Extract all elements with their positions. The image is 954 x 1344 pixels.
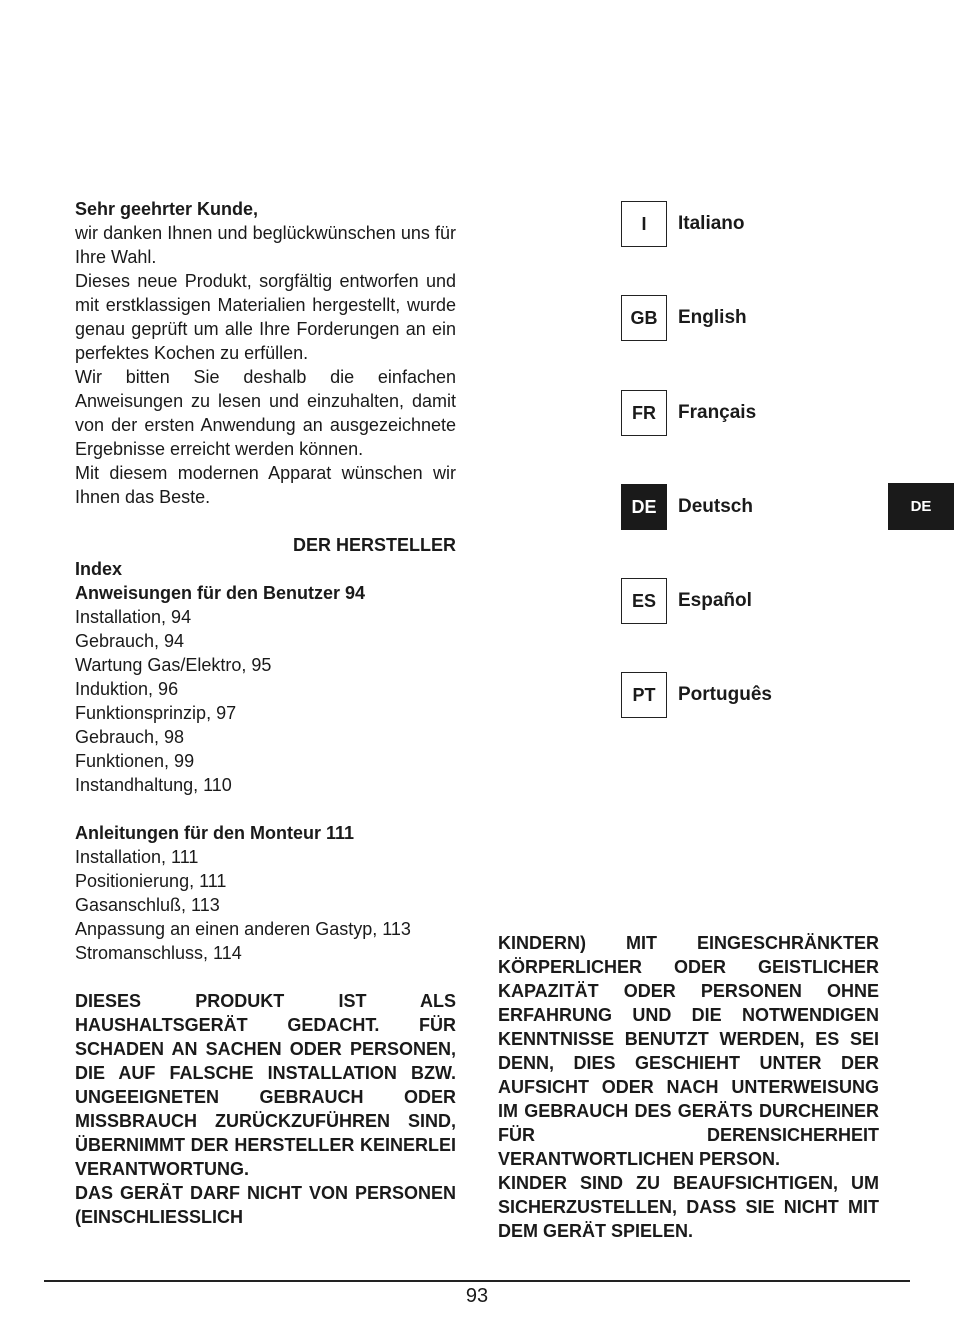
index-title: Index: [75, 559, 123, 579]
language-name: Español: [678, 590, 752, 611]
index-item: Installation, 111: [75, 847, 199, 867]
language-code: PT: [621, 672, 667, 718]
language-code: FR: [621, 390, 667, 436]
index-item: Gebrauch, 94: [75, 631, 185, 651]
index-item: Wartung Gas/Elektro, 95: [75, 655, 272, 675]
index-item: Gebrauch, 98: [75, 727, 185, 747]
intro-paragraph: Dieses neue Produkt, sorgfältig entworfen und mit erstklassigen Materialien hergestellt, wurde genau geprüft um alle Ihre Forderungen an ein perfektes Kochen zu erfüllen.: [75, 271, 456, 363]
language-item-francais[interactable]: [621, 389, 861, 437]
intro-paragraph: Wir bitten Sie deshalb die einfachen Anweisungen zu lesen und einzuhalten, damit von der ersten Anwendung an ausgezeichnete Ergebnisse erreicht werden können.: [75, 367, 456, 459]
right-column: [498, 931, 879, 1243]
language-item-portugues[interactable]: [621, 671, 861, 719]
language-code: ES: [621, 578, 667, 624]
warning-paragraph: KINDER SIND ZU BEAUFSICHTIGEN, UM SICHERZUSTELLEN, DASS SIE NICHT MIT DEM GERÄT SPIELEN.: [498, 1173, 879, 1241]
intro-paragraph: Mit diesem modernen Apparat wünschen wir Ihnen das Beste.: [75, 463, 456, 507]
index-item: Positionierung, 111: [75, 871, 227, 891]
index-item: Installation, 94: [75, 607, 192, 627]
language-name: Français: [678, 402, 757, 423]
manufacturer-signature: DER HERSTELLER: [292, 535, 456, 555]
language-name: Deutsch: [678, 496, 753, 517]
language-name: English: [678, 307, 747, 328]
warning-paragraph: KINDERN) MIT EINGESCHRÄNKTER KÖRPERLICHER ODER GEISTLICHER KAPAZITÄT ODER PERSONEN OHNE ERFAHRUNG UND DIE NOTWENDIGEN KENNTNISSE BENUTZT WERDEN, ES SEI DENN, DIES GESCHIEHT UNTER DER AUFSICHT ODER NACH UNTERWEISUNG IM GEBRAUCH DES GERÄTS DURCHEINER FÜR DERENSICHERHEIT VERANTWORTLICHEN PERSON.: [498, 933, 879, 1169]
page-number: 93: [465, 1285, 489, 1307]
language-item-espanol[interactable]: [621, 577, 861, 625]
language-side-tab: DE: [888, 483, 954, 530]
greeting: Sehr geehrter Kunde,: [75, 199, 259, 219]
language-code: GB: [621, 295, 667, 341]
index-item: Induktion, 96: [75, 679, 179, 699]
warning-paragraph: DIESES PRODUKT IST ALS HAUSHALTSGERÄT GEDACHT. FÜR SCHADEN AN SACHEN ODER PERSONEN, DIE AUF FALSCHE INSTALLATION BZW. UNGEEIGNETEN GEBRAUCH ODER MISSBRAUCH ZURÜCKZUFÜHREN SIND, ÜBERNIMMT DER HERSTELLER KEINERLEI VERANTWORTUNG.: [75, 991, 456, 1179]
installer-section-heading: Anleitungen für den Monteur 111: [75, 823, 355, 843]
intro-paragraph: wir danken Ihnen und beglückwünschen uns für Ihre Wahl.: [75, 223, 456, 267]
index-item: Anpassung an einen anderen Gastyp, 113: [75, 919, 411, 939]
left-column: [75, 197, 456, 1229]
spacer: [75, 965, 456, 989]
language-item-italiano[interactable]: [621, 200, 861, 248]
index-item: Funktionen, 99: [75, 751, 195, 771]
spacer: [75, 797, 456, 821]
index-item: Funktionsprinzip, 97: [75, 703, 237, 723]
index-item: Instandhaltung, 110: [75, 775, 232, 795]
language-item-deutsch[interactable]: [621, 483, 861, 531]
language-code-active: DE: [621, 484, 667, 530]
language-code: I: [621, 201, 667, 247]
language-item-english[interactable]: [621, 294, 861, 342]
language-name: Italiano: [678, 213, 745, 234]
index-item: Gasanschluß, 113: [75, 895, 220, 915]
index-item: Stromanschluss, 114: [75, 943, 242, 963]
footer-divider: [44, 1280, 910, 1282]
language-name: Português: [678, 684, 772, 705]
warning-paragraph: DAS GERÄT DARF NICHT VON PERSONEN (EINSCHLIESSLICH: [75, 1183, 456, 1227]
user-section-heading: Anweisungen für den Benutzer 94: [75, 583, 366, 603]
